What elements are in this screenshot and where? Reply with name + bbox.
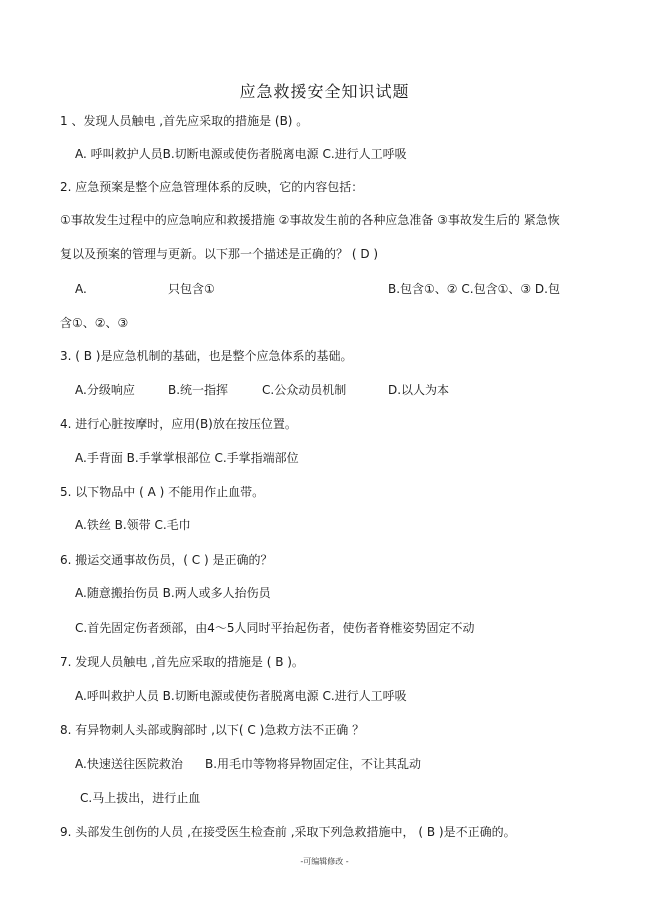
q7-question: 7. 发现人员触电 ,首先应采取的措施是 ( B )。: [60, 655, 304, 669]
q8-option-b: B.用毛巾等物将异物固定住，不让其乱动: [205, 757, 422, 771]
q3-option-d: D.以人为本: [388, 383, 450, 397]
q8-question: 8. 有异物刺人头部或胸部时 ,以下( C )急救方法不正确 ？: [60, 723, 365, 737]
q6-option-c: C.首先固定伤者颈部，由4～5人同时平抬起伤者，使伤者脊椎姿势固定不动: [75, 621, 475, 635]
q9-question: 9. 头部发生创伤的人员 ,在接受医生检查前 ,采取下列急救措施中， ( B )是不正确的。: [60, 825, 516, 839]
q2-body-line-2: 复以及预案的管理与更新。以下那一个描述是正确的？ ( D ): [60, 247, 379, 261]
q6-question: 6. 搬运交通事故伤员，( C ) 是正确的？: [60, 553, 273, 567]
q2-question: 2. 应急预案是整个应急管理体系的反映，它的内容包括：: [60, 180, 364, 194]
q1-options: A. 呼叫救护人员B.切断电源或使伤者脱离电源 C.进行人工呼吸: [75, 147, 407, 161]
q2-option-a-text: 只包含①: [168, 282, 215, 296]
q1-question: 1 、发现人员触电 ,首先应采取的措施是 (B) 。: [60, 114, 309, 128]
q5-question: 5. 以下物品中 ( A ) 不能用作止血带。: [60, 485, 265, 499]
q4-question: 4. 进行心脏按摩时，应用(B)放在按压位置。: [60, 417, 297, 431]
page-footer: -可编辑修改 -: [300, 857, 349, 866]
q5-options: A.铁丝 B.领带 C.毛巾: [75, 518, 191, 532]
page-title: 应急救援安全知识试题: [239, 82, 410, 101]
q8-option-c: C.马上拔出，进行止血: [80, 791, 201, 805]
q3-question: 3. ( B )是应急机制的基础，也是整个应急体系的基础。: [60, 349, 353, 363]
q7-options: A.呼叫救护人员 B.切断电源或使伤者脱离电源 C.进行人工呼吸: [75, 689, 407, 703]
q3-option-a: A.分级响应: [75, 383, 135, 397]
q8-option-a: A.快速送往医院救治: [75, 757, 183, 771]
q2-options-wrap: 含①、②、③: [60, 316, 129, 330]
q6-options-ab: A.随意搬抬伤员 B.两人或多人抬伤员: [75, 586, 271, 600]
q2-body-line-1: ①事故发生过程中的应急响应和救援措施 ②事故发生前的各种应急准备 ③事故发生后的 紧急恢: [60, 213, 560, 227]
q3-option-c: C.公众动员机制: [262, 383, 347, 397]
q2-options-bcd: B.包含①、② C.包含①、③ D.包: [388, 282, 560, 296]
q4-options: A.手背面 B.手掌掌根部位 C.手掌指端部位: [75, 451, 299, 465]
q2-option-a-label: A.: [75, 282, 87, 296]
q3-option-b: B.统一指挥: [168, 383, 229, 397]
